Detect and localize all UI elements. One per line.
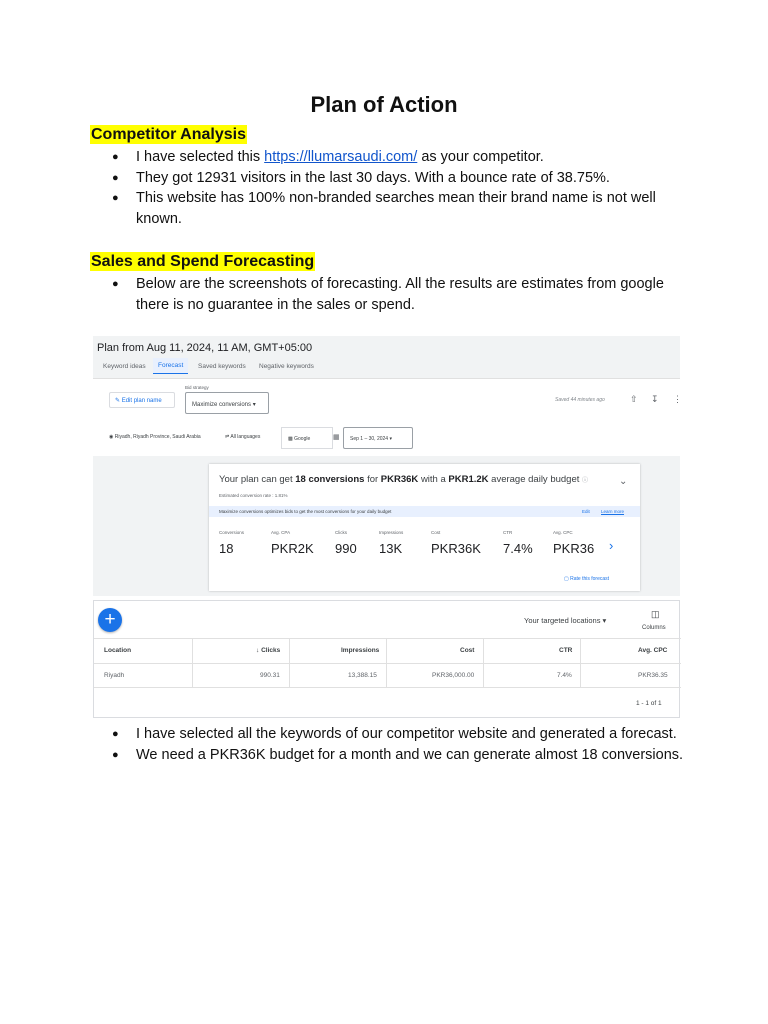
forecast-card xyxy=(209,464,640,591)
tab-saved-keywords[interactable]: Saved keywords xyxy=(198,363,246,370)
table-cell: 990.31 xyxy=(260,672,280,679)
pin-icon: ◉ xyxy=(109,434,115,440)
metric-label: Impressions xyxy=(379,530,404,535)
arrow-down-icon: ↓ xyxy=(256,647,262,654)
tab-forecast[interactable]: Forecast xyxy=(153,358,188,374)
column-header-ctr[interactable]: CTR xyxy=(559,647,573,654)
list-item: ● Below are the screenshots of forecasting. All the results are estimates from google there is no guarantee in the sales or spend. xyxy=(90,274,690,315)
conclusion-bullets xyxy=(90,724,690,765)
column-divider xyxy=(580,638,581,687)
column-divider xyxy=(386,638,387,687)
metric-value: 990 xyxy=(335,541,357,556)
headline-text: with a xyxy=(420,474,446,485)
pagination-label: 1 - 1 of 1 xyxy=(636,700,662,707)
headline-cost: PKR36K xyxy=(380,474,419,485)
bid-strategy-label: Bid strategy xyxy=(185,385,209,390)
tab-negative-keywords[interactable]: Negative keywords xyxy=(259,363,314,370)
table-header xyxy=(94,638,681,664)
column-divider xyxy=(289,638,290,687)
table-cell: PKR36.35 xyxy=(638,672,668,679)
headline-budget: PKR1.2K xyxy=(448,474,489,485)
info-band xyxy=(209,506,640,517)
metric-label: Avg. CPA xyxy=(271,530,291,535)
location-label: Riyadh, Riyadh Province, Saudi Arabia xyxy=(114,434,201,440)
plan-title: Plan from Aug 11, 2024, 11 AM, GMT+05:00 xyxy=(97,342,313,354)
column-divider xyxy=(192,638,193,687)
column-header-impressions[interactable]: Impressions xyxy=(341,647,380,654)
add-button[interactable]: + xyxy=(98,608,122,632)
more-vert-icon[interactable]: ⋮ xyxy=(673,394,682,404)
metric-value: PKR36K xyxy=(431,541,481,556)
forecast-headline xyxy=(219,474,588,485)
forecasting-heading: Sales and Spend Forecasting xyxy=(91,253,315,270)
rate-forecast-link[interactable] xyxy=(564,576,609,582)
calendar-icon: ▦ xyxy=(333,434,340,441)
bullet-text: I have selected this xyxy=(136,149,265,165)
dropdown-arrow-icon: ▾ xyxy=(252,402,256,408)
language-label: All languages xyxy=(230,434,261,440)
band-learn-more-link[interactable]: Learn more xyxy=(601,509,625,514)
bullet-text: as your competitor. xyxy=(417,149,544,165)
column-divider xyxy=(483,638,484,687)
metric-label: CTR xyxy=(503,530,513,535)
columns-icon[interactable]: ◫ xyxy=(651,609,660,619)
competitor-link[interactable]: https://llumarsaudi.com/ xyxy=(264,149,418,165)
date-range-select[interactable] xyxy=(343,427,413,449)
columns-label[interactable]: Columns xyxy=(642,625,666,631)
table-cell: Riyadh xyxy=(104,672,125,679)
download-icon[interactable]: ↧ xyxy=(651,394,659,404)
edit-plan-label: Edit plan name xyxy=(121,398,162,404)
list-item: ● They got 12931 visitors in the last 30 days. With a bounce rate of 38.75%. xyxy=(90,168,690,189)
list-item xyxy=(90,147,690,168)
headline-conversions: 18 conversions xyxy=(295,474,365,485)
list-item: ● This website has 100% non-branded searches mean their brand name is not well known. xyxy=(90,188,690,229)
metric-value: 13K xyxy=(379,541,403,556)
date-range-label: Sep 1 – 30, 2024 xyxy=(350,436,389,442)
competitor-bullets xyxy=(90,147,690,229)
translate-icon: ⇌ xyxy=(225,434,231,440)
feedback-icon: ▢ xyxy=(564,576,571,582)
row-divider xyxy=(94,687,681,688)
edit-plan-name-button[interactable] xyxy=(109,392,175,408)
conversion-rate: Estimated conversion rate : 1.81% xyxy=(219,493,288,498)
dropdown-arrow-icon: ▾ xyxy=(602,616,607,625)
table-cell: 7.4% xyxy=(557,672,572,679)
list-item: ● I have selected all the keywords of our competitor website and generated a forecast. xyxy=(90,724,690,745)
metric-label: Cost xyxy=(431,530,441,535)
band-text: Maximize conversions optimizes bids to get the most conversions for your daily budget xyxy=(219,509,392,514)
share-icon[interactable]: ⇧ xyxy=(630,394,638,404)
table-cell: 13,388.15 xyxy=(348,672,377,679)
bid-strategy-select[interactable] xyxy=(185,392,269,414)
document-title: Plan of Action xyxy=(310,92,458,117)
bid-strategy-value: Maximize conversions xyxy=(192,402,252,408)
column-header-cost[interactable]: Cost xyxy=(460,647,475,654)
tab-keyword-ideas[interactable]: Keyword ideas xyxy=(103,363,146,370)
headline-text: for xyxy=(367,474,379,485)
headline-text: average daily budget xyxy=(491,474,580,485)
clicks-header-label: Clicks xyxy=(261,647,281,654)
table-cell: PKR36,000.00 xyxy=(432,672,475,679)
metric-value: 18 xyxy=(219,541,234,556)
list-item: ● We need a PKR36K budget for a month and we can generate almost 18 conversions. xyxy=(90,745,690,766)
column-header-avg-cpc[interactable]: Avg. CPC xyxy=(638,647,668,654)
metric-value: 7.4% xyxy=(503,541,533,556)
chevron-down-icon[interactable]: ⌄ xyxy=(619,476,628,487)
help-icon[interactable]: ⓘ xyxy=(582,478,589,484)
metric-label: Avg. CPC xyxy=(553,530,573,535)
targeted-locations-label: Your targeted locations xyxy=(524,616,601,625)
chevron-right-icon[interactable]: › xyxy=(609,538,614,553)
column-header-clicks[interactable] xyxy=(256,647,280,654)
metric-label: Conversions xyxy=(219,530,245,535)
pencil-icon: ✎ xyxy=(115,398,121,404)
column-header-location[interactable]: Location xyxy=(104,647,132,654)
network-label: Google xyxy=(294,436,311,442)
targeted-locations-select[interactable] xyxy=(524,616,606,625)
competitor-analysis-heading: Competitor Analysis xyxy=(91,126,246,143)
metric-value: PKR2K xyxy=(271,541,314,556)
rate-forecast-label: Rate this forecast xyxy=(570,576,610,582)
metric-value: PKR36 xyxy=(553,541,595,556)
saved-status: Saved 44 minutes ago xyxy=(555,397,605,403)
location-filter[interactable] xyxy=(109,434,201,440)
forecasting-bullets xyxy=(90,274,690,315)
language-filter[interactable] xyxy=(225,434,260,440)
forecast-screenshot xyxy=(93,336,680,596)
dropdown-arrow-icon: ▾ xyxy=(389,436,392,442)
network-filter[interactable] xyxy=(281,427,333,449)
network-icon: ▩ xyxy=(288,436,295,442)
metric-label: Clicks xyxy=(335,530,347,535)
locations-screenshot xyxy=(93,600,680,718)
headline-text: Your plan can get xyxy=(219,474,293,485)
band-edit-link[interactable]: Edit xyxy=(582,509,590,514)
